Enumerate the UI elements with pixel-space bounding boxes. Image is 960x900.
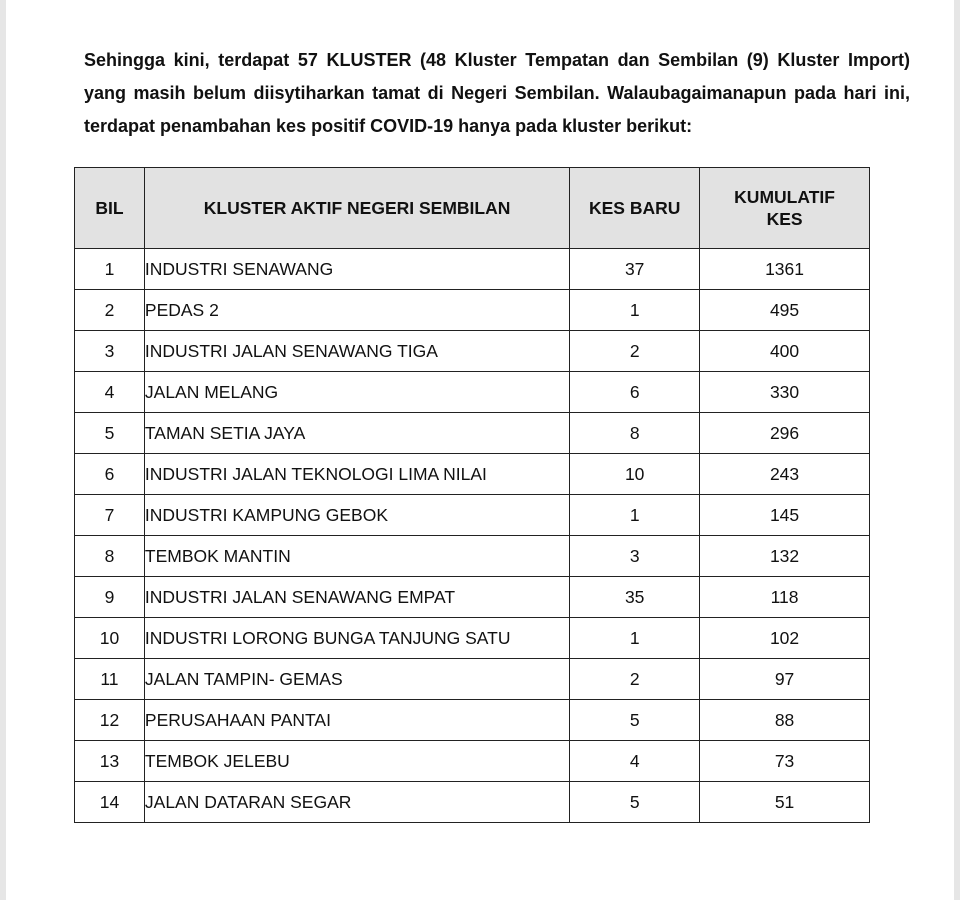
header-bil: BIL [75,168,145,249]
active-cluster-table [74,167,870,823]
cell-cumulative: 1361 [700,249,870,290]
cell-cumulative: 102 [700,618,870,659]
document-page [6,0,954,900]
table-row [75,495,870,536]
header-cumulative [700,168,870,249]
cell-new-cases: 10 [570,454,700,495]
table-row [75,249,870,290]
cell-cluster: PEDAS 2 [144,290,569,331]
cell-new-cases: 2 [570,331,700,372]
cell-bil: 5 [75,413,145,454]
cell-bil: 11 [75,659,145,700]
cell-new-cases: 35 [570,577,700,618]
table-row [75,577,870,618]
table-row [75,782,870,823]
table-row [75,331,870,372]
table-body [75,249,870,823]
cell-cumulative: 97 [700,659,870,700]
cell-cluster: INDUSTRI LORONG BUNGA TANJUNG SATU [144,618,569,659]
cell-cumulative: 118 [700,577,870,618]
cell-cumulative: 495 [700,290,870,331]
cell-cluster: INDUSTRI JALAN SENAWANG EMPAT [144,577,569,618]
cell-bil: 12 [75,700,145,741]
table-row [75,454,870,495]
cell-bil: 7 [75,495,145,536]
cell-cumulative: 132 [700,536,870,577]
cell-cluster: TAMAN SETIA JAYA [144,413,569,454]
cell-cumulative: 243 [700,454,870,495]
cell-cluster: JALAN MELANG [144,372,569,413]
cell-bil: 8 [75,536,145,577]
cell-bil: 1 [75,249,145,290]
table-row [75,413,870,454]
cell-new-cases: 4 [570,741,700,782]
cell-new-cases: 5 [570,700,700,741]
cell-cumulative: 400 [700,331,870,372]
cell-bil: 13 [75,741,145,782]
header-cumulative-line2: KES [766,209,803,229]
cell-cumulative: 51 [700,782,870,823]
header-row [75,168,870,249]
cell-new-cases: 8 [570,413,700,454]
cell-cumulative: 73 [700,741,870,782]
cell-cumulative: 296 [700,413,870,454]
cell-cumulative: 88 [700,700,870,741]
cell-cluster: TEMBOK JELEBU [144,741,569,782]
cell-bil: 3 [75,331,145,372]
cell-bil: 9 [75,577,145,618]
cell-new-cases: 6 [570,372,700,413]
cell-cluster: INDUSTRI KAMPUNG GEBOK [144,495,569,536]
intro-paragraph: Sehingga kini, terdapat 57 KLUSTER (48 Kluster Tempatan dan Sembilan (9) Kluster Import) yang masih belum diisytiharkan tamat di Negeri Sembilan. Walaubagaimanapun pada hari ini, terdapat penambahan kes positif COVID-19 hanya pada kluster berikut: [84,50,910,136]
cell-cumulative: 145 [700,495,870,536]
cell-bil: 6 [75,454,145,495]
table-row [75,659,870,700]
cell-new-cases: 1 [570,495,700,536]
cell-bil: 2 [75,290,145,331]
cell-new-cases: 37 [570,249,700,290]
header-cluster: KLUSTER AKTIF NEGERI SEMBILAN [144,168,569,249]
header-new-cases: KES BARU [570,168,700,249]
cell-cluster: INDUSTRI JALAN SENAWANG TIGA [144,331,569,372]
cell-new-cases: 1 [570,618,700,659]
table-row [75,290,870,331]
cell-bil: 4 [75,372,145,413]
table-row [75,700,870,741]
cell-cluster: TEMBOK MANTIN [144,536,569,577]
table-row [75,536,870,577]
cell-cluster: INDUSTRI JALAN TEKNOLOGI LIMA NILAI [144,454,569,495]
cell-bil: 14 [75,782,145,823]
cell-cluster: INDUSTRI SENAWANG [144,249,569,290]
cell-cluster: JALAN TAMPIN- GEMAS [144,659,569,700]
table-row [75,372,870,413]
cell-new-cases: 2 [570,659,700,700]
table-row [75,741,870,782]
header-cumulative-line1: KUMULATIF [734,187,835,207]
cell-new-cases: 1 [570,290,700,331]
cell-cluster: JALAN DATARAN SEGAR [144,782,569,823]
cell-new-cases: 5 [570,782,700,823]
cell-cumulative: 330 [700,372,870,413]
table-header [75,168,870,249]
cell-bil: 10 [75,618,145,659]
table-row [75,618,870,659]
cell-new-cases: 3 [570,536,700,577]
cell-cluster: PERUSAHAAN PANTAI [144,700,569,741]
